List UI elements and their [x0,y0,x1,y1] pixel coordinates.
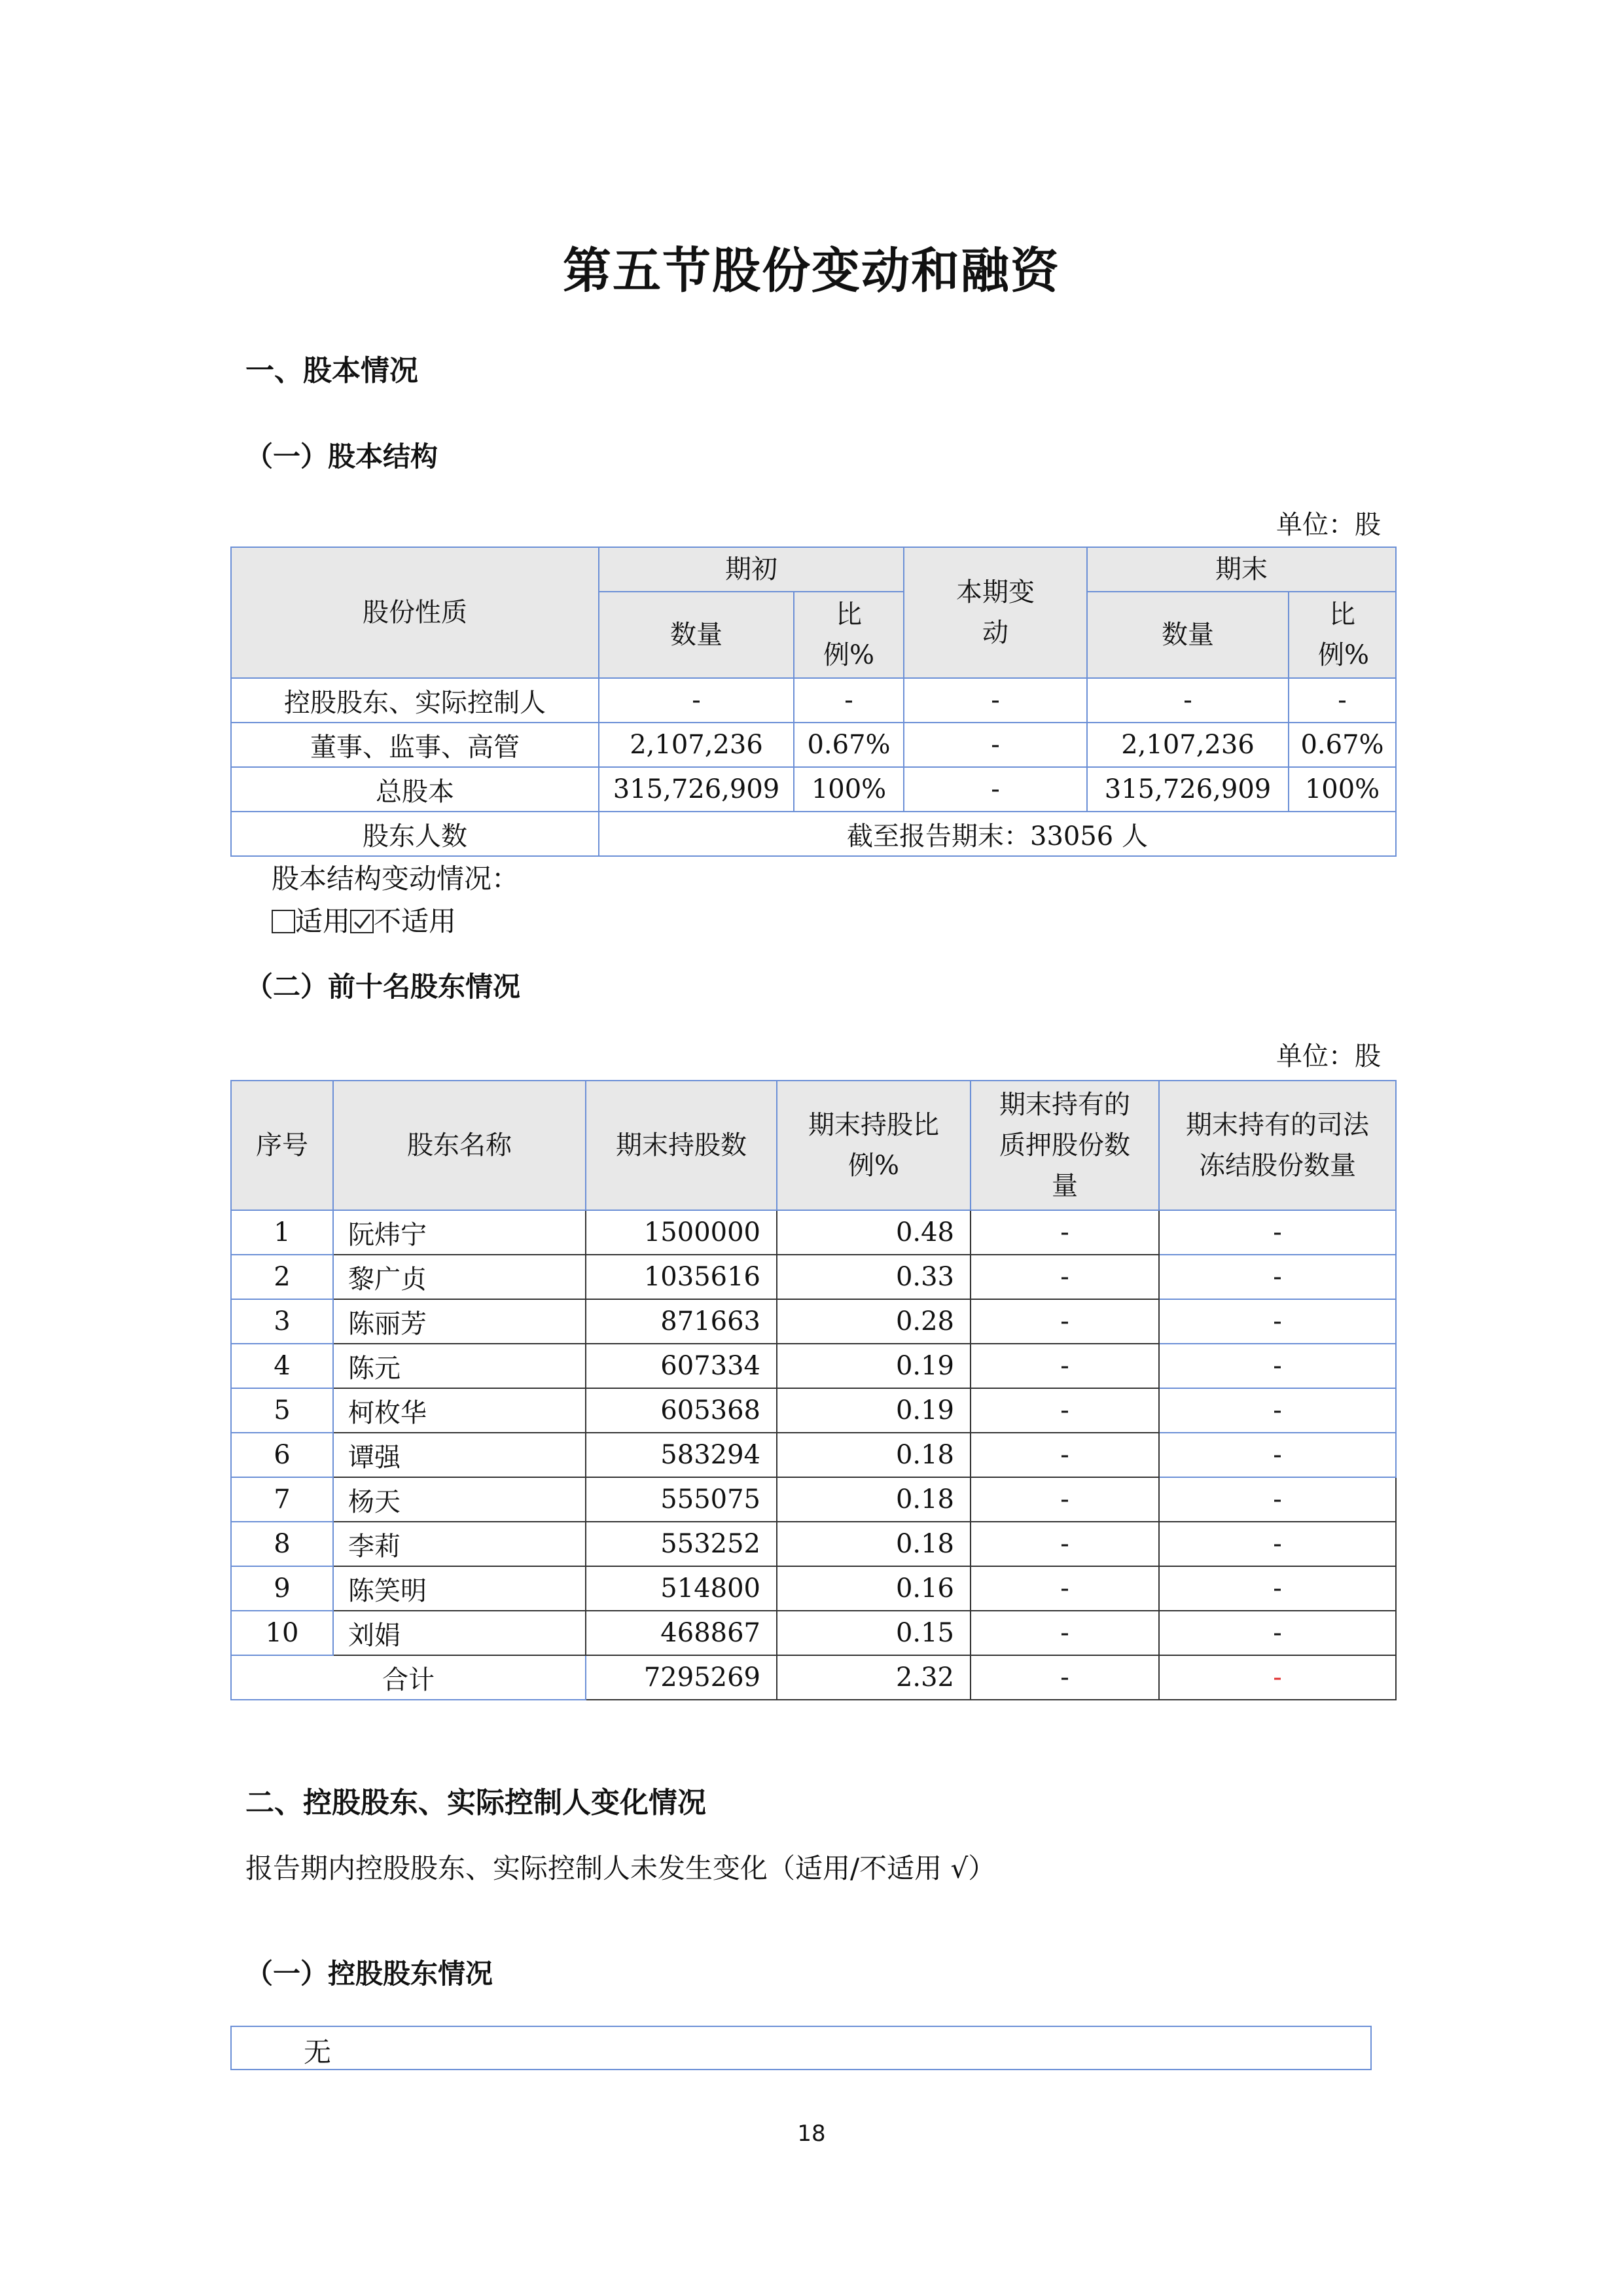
cell-frozen: - [1159,1522,1396,1566]
checkbox-unchecked-icon [272,910,295,933]
cell-end-qty: - [1087,678,1289,723]
option-applicable: 适用 [295,905,351,937]
total-ratio: 2.32 [777,1655,971,1700]
cell-change: - [904,767,1087,812]
cell-no: 3 [231,1299,333,1344]
page-title: 第五节股份变动和融资 [563,243,1060,299]
change-note: 股本结构变动情况： [272,863,520,895]
table-row [231,1566,1396,1611]
applicability-options [272,900,456,939]
table-row [231,1433,1396,1477]
cell-name: 杨天 [333,1477,586,1522]
cell-change: - [904,678,1087,723]
row-label: 总股本 [231,767,599,812]
table-row [231,1344,1396,1388]
header-period-change: 本期变动 [904,547,1087,678]
cell-name: 刘娟 [333,1611,586,1655]
cell-ratio: 0.18 [777,1477,971,1522]
cell-ratio: 0.33 [777,1255,971,1299]
cell-pledge: - [971,1344,1159,1388]
cell-shares: 468867 [586,1611,777,1655]
header-no: 序号 [231,1081,333,1210]
controller-info-text: 无 [304,2036,332,2068]
cell-shares: 607334 [586,1344,777,1388]
cell-shares: 555075 [586,1477,777,1522]
holders-label: 股东人数 [231,812,599,856]
cell-shares: 583294 [586,1433,777,1477]
table-row [231,1299,1396,1344]
controller-info-box [230,2026,1372,2070]
header-shares: 期末持股数 [586,1081,777,1210]
header-period-begin: 期初 [599,547,904,592]
cell-pledge: - [971,1210,1159,1255]
header-begin-qty: 数量 [599,592,794,678]
cell-shares: 871663 [586,1299,777,1344]
cell-shares: 514800 [586,1566,777,1611]
cell-pledge: - [971,1299,1159,1344]
subsection-heading-share-structure: （一）股本结构 [245,440,438,473]
cell-frozen: - [1159,1433,1396,1477]
cell-pledge: - [971,1388,1159,1433]
cell-pledge: - [971,1477,1159,1522]
holders-value: 截至报告期末：33056 人 [599,812,1396,856]
row-label: 董事、监事、高管 [231,723,599,767]
cell-shares: 605368 [586,1388,777,1433]
table-row [231,1388,1396,1433]
cell-begin-ratio: 0.67% [794,723,904,767]
cell-shares: 1035616 [586,1255,777,1299]
share-structure-table [230,547,1397,857]
table-row [231,1255,1396,1299]
cell-no: 8 [231,1522,333,1566]
cell-ratio: 0.19 [777,1388,971,1433]
table-row [231,723,1396,767]
cell-end-qty: 2,107,236 [1087,723,1289,767]
page-number: 18 [797,2121,826,2147]
cell-frozen: - [1159,1477,1396,1522]
cell-ratio: 0.48 [777,1210,971,1255]
cell-end-ratio: 0.67% [1289,723,1396,767]
controller-statement: 报告期内控股股东、实际控制人未发生变化（适用/不适用 √） [245,1852,996,1884]
cell-begin-qty: - [599,678,794,723]
cell-shares: 553252 [586,1522,777,1566]
table-row [231,1210,1396,1255]
cell-shares: 1500000 [586,1210,777,1255]
header-ratio: 期末持股比例% [777,1081,971,1210]
cell-frozen: - [1159,1566,1396,1611]
cell-ratio: 0.18 [777,1433,971,1477]
cell-frozen: - [1159,1344,1396,1388]
cell-begin-qty: 315,726,909 [599,767,794,812]
table-row [231,1522,1396,1566]
header-end-ratio: 比例% [1289,592,1396,678]
cell-pledge: - [971,1566,1159,1611]
cell-no: 5 [231,1388,333,1433]
header-end-qty: 数量 [1087,592,1289,678]
cell-no: 9 [231,1566,333,1611]
table-row [231,767,1396,812]
total-frozen: - [1159,1655,1396,1700]
cell-begin-qty: 2,107,236 [599,723,794,767]
cell-pledge: - [971,1255,1159,1299]
cell-ratio: 0.15 [777,1611,971,1655]
cell-pledge: - [971,1522,1159,1566]
cell-name: 陈元 [333,1344,586,1388]
cell-begin-ratio: 100% [794,767,904,812]
top10-shareholders-table [230,1080,1397,1700]
cell-end-ratio: - [1289,678,1396,723]
cell-name: 陈笑明 [333,1566,586,1611]
cell-frozen: - [1159,1255,1396,1299]
total-shares: 7295269 [586,1655,777,1700]
unit-label-2: 单位：股 [1276,1041,1381,1071]
cell-ratio: 0.18 [777,1522,971,1566]
cell-no: 6 [231,1433,333,1477]
table-row [231,812,1396,856]
cell-end-ratio: 100% [1289,767,1396,812]
cell-ratio: 0.28 [777,1299,971,1344]
header-period-end: 期末 [1087,547,1396,592]
total-pledge: - [971,1655,1159,1700]
unit-label: 单位：股 [1276,510,1381,540]
cell-name: 李莉 [333,1522,586,1566]
total-label: 合计 [231,1655,586,1700]
header-share-nature: 股份性质 [231,547,599,678]
cell-no: 2 [231,1255,333,1299]
cell-frozen: - [1159,1388,1396,1433]
table-row [231,1477,1396,1522]
header-frozen: 期末持有的司法冻结股份数量 [1159,1081,1396,1210]
cell-frozen: - [1159,1611,1396,1655]
cell-no: 1 [231,1210,333,1255]
section-heading-controller-change: 二、控股股东、实际控制人变化情况 [245,1786,706,1820]
cell-name: 阮炜宁 [333,1210,586,1255]
total-row [231,1655,1396,1700]
section-heading-share-capital: 一、股本情况 [245,354,418,387]
header-pledge: 期末持有的质押股份数量 [971,1081,1159,1210]
cell-name: 黎广贞 [333,1255,586,1299]
cell-no: 4 [231,1344,333,1388]
checkbox-checked-icon [350,910,374,933]
cell-begin-ratio: - [794,678,904,723]
cell-end-qty: 315,726,909 [1087,767,1289,812]
header-name: 股东名称 [333,1081,586,1210]
row-label: 控股股东、实际控制人 [231,678,599,723]
cell-name: 柯枚华 [333,1388,586,1433]
subsection-heading-top10: （二）前十名股东情况 [245,971,521,1003]
cell-ratio: 0.16 [777,1566,971,1611]
cell-no: 7 [231,1477,333,1522]
cell-frozen: - [1159,1299,1396,1344]
option-not-applicable: 不适用 [374,905,457,937]
cell-pledge: - [971,1433,1159,1477]
header-begin-ratio: 比例% [794,592,904,678]
cell-ratio: 0.19 [777,1344,971,1388]
cell-frozen: - [1159,1210,1396,1255]
cell-name: 陈丽芳 [333,1299,586,1344]
cell-pledge: - [971,1611,1159,1655]
cell-no: 10 [231,1611,333,1655]
cell-name: 谭强 [333,1433,586,1477]
cell-change: - [904,723,1087,767]
table-row [231,678,1396,723]
table-row [231,1611,1396,1655]
subsection-heading-controller: （一）控股股东情况 [245,1958,493,1990]
